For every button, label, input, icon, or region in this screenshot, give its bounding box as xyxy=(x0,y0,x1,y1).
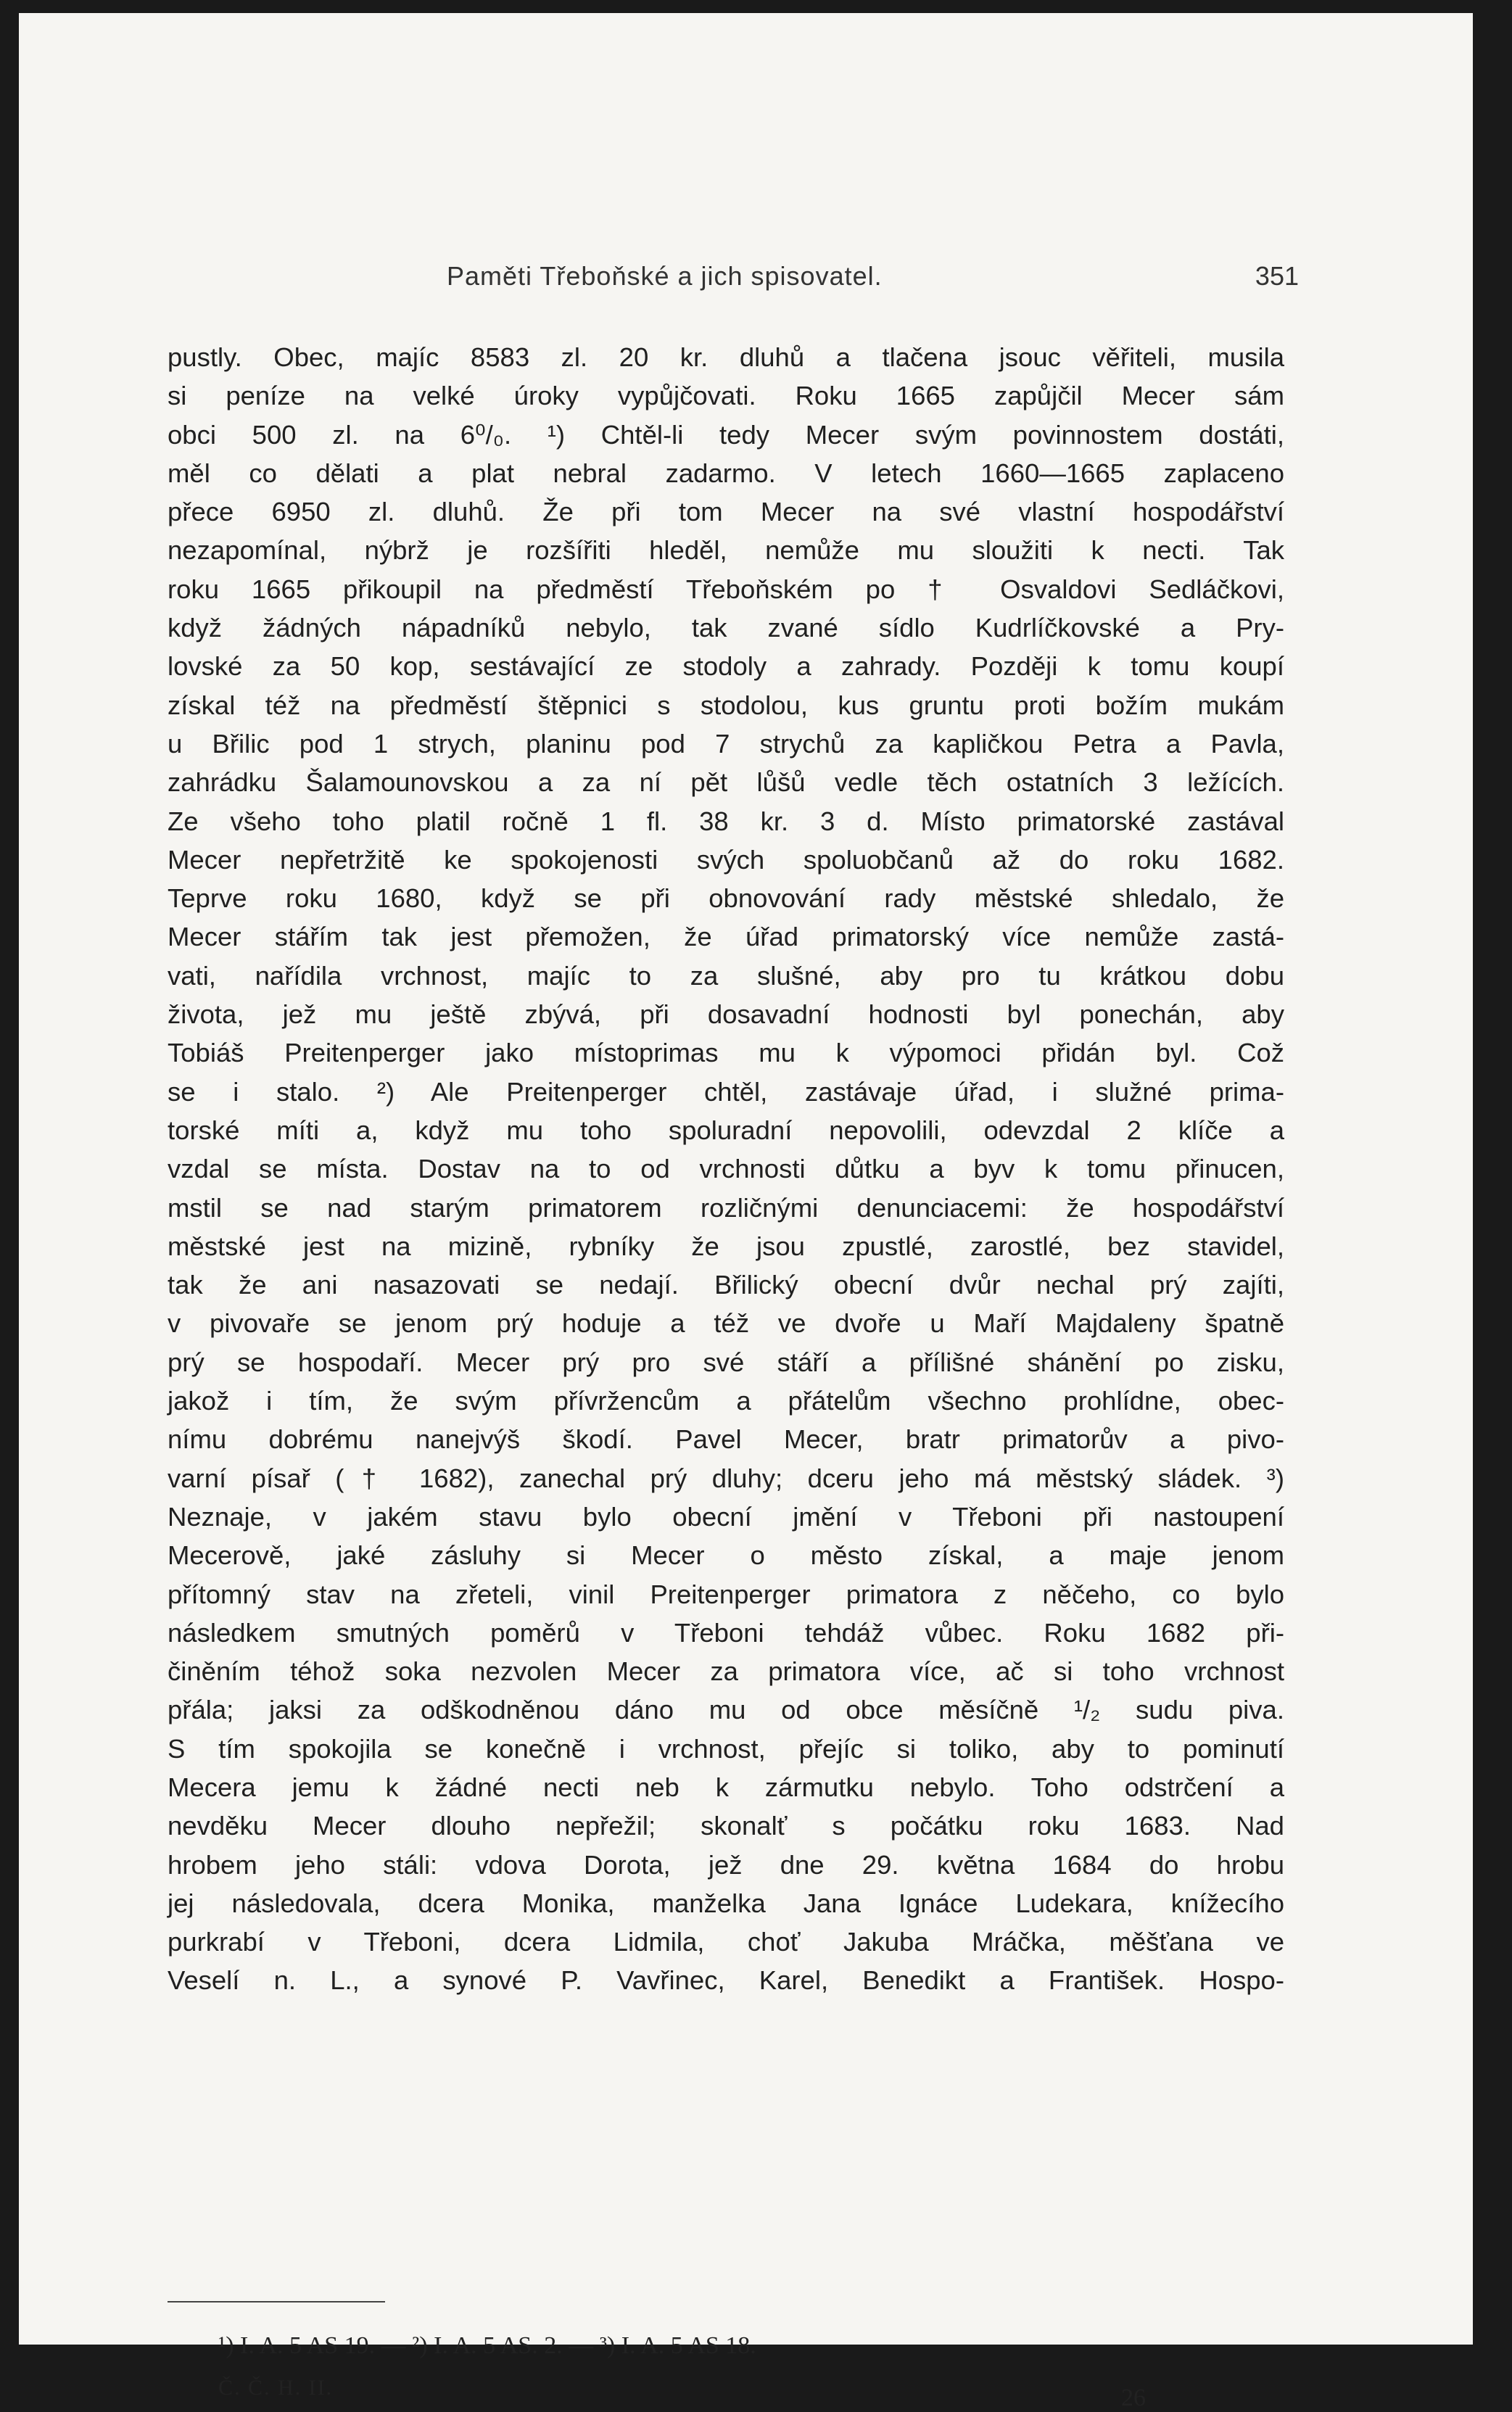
text-line: torské míti a, když mu toho spoluradní nepovolili, odevzdal 2 klíče a xyxy=(168,1115,1284,1145)
text-line: roku 1665 přikoupil na předměstí Třeboňském po † Osvaldovi Sedláčkovi, xyxy=(168,574,1284,604)
text-line: purkrabí v Třeboni, dcera Lidmila, choť Jakuba Mráčka, měšťana ve xyxy=(168,1927,1284,1957)
text-line: hrobem jeho stáli: vdova Dorota, jež dne 29. května 1684 do hrobu xyxy=(168,1849,1284,1880)
text-line: Mecer nepřetržitě ke spokojenosti svých spoluobčanů až do roku 1682. xyxy=(168,844,1284,875)
text-line: nímu dobrému nanejvýš škodí. Pavel Mecer, bratr primatorův a pivo- xyxy=(168,1424,1284,1455)
text-line: Mecera jemu k žádné necti neb k zármutku nebylo. Toho odstrčení a xyxy=(168,1772,1284,1802)
text-line: nevděku Mecer dlouho nepřežil; skonalť s počátku roku 1683. Nad xyxy=(168,1811,1284,1841)
text-line: jej následovala, dcera Monika, manželka Jana Ignáce Ludekara, knížecího xyxy=(168,1888,1284,1918)
text-line: Ze všeho toho platil ročně 1 fl. 38 kr. 3 d. Místo primatorské zastával xyxy=(168,806,1284,836)
text-line: v pivovaře se jenom prý hoduje a též ve dvoře u Maří Majdaleny špatně xyxy=(168,1308,1284,1339)
footnotes: ¹) I. A. 5 AS 19. — ²) I. A. 5 AS. 2. — ³) I. A. 5 AS 18. xyxy=(218,2332,756,2359)
text-line: mstil se nad starým primatorem rozličnými denunciacemi: že hospodářství xyxy=(168,1192,1284,1223)
text-line: jakož i tím, že svým přívržencům a přátelům všechno prohlídne, obec- xyxy=(168,1386,1284,1416)
text-line: měl co dělati a plat nebral zadarmo. V letech 1660—1665 zaplaceno xyxy=(168,458,1284,488)
text-line: Mecerově, jaké zásluhy si Mecer o město získal, a maje jenom xyxy=(168,1540,1284,1571)
text-line: obci 500 zl. na 6⁰/₀. ¹) Chtěl-li tedy Mecer svým povinnostem dostáti, xyxy=(168,419,1284,450)
text-line: tak že ani nasazovati se nedají. Břilický obecní dvůr nechal prý zajíti, xyxy=(168,1270,1284,1300)
text-line: Neznaje, v jakém stavu bylo obecní jmění v Třeboni při nastoupení xyxy=(168,1501,1284,1532)
text-line: si peníze na velké úroky vypůjčovati. Roku 1665 zapůjčil Mecer sám xyxy=(168,381,1284,411)
text-line: Mecer stářím tak jest přemožen, že úřad primatorský více nemůže zastá- xyxy=(168,922,1284,952)
text-line: prý se hospodaří. Mecer prý pro své stáří a přílišné shánění po zisku, xyxy=(168,1347,1284,1377)
text-line: Tobiáš Preitenperger jako místoprimas mu k výpomoci přidán byl. Což xyxy=(168,1038,1284,1068)
text-line: přítomný stav na zřeteli, vinil Preitenperger primatora z něčeho, co bylo xyxy=(168,1579,1284,1609)
printer-signature: Č. Č. H. II. xyxy=(218,2376,334,2400)
page-number: 351 xyxy=(1255,261,1299,291)
text-line: když žádných nápadníků nebylo, tak zvané sídlo Kudrlíčkovské a Pry- xyxy=(168,613,1284,643)
sheet-number: 26 xyxy=(1121,2384,1146,2411)
text-line: městské jest na mizině, rybníky že jsou zpustlé, zarostlé, bez stavidel, xyxy=(168,1231,1284,1261)
text-line: Veselí n. L., a synové P. Vavřinec, Karel, Benedikt a František. Hospo- xyxy=(168,1965,1284,1996)
body-text xyxy=(168,338,1284,2000)
text-line: činěním téhož soka nezvolen Mecer za primatora více, ač si toho vrchnost xyxy=(168,1656,1284,1687)
text-line: života, jež mu ještě zbývá, při dosavadní hodnosti byl ponechán, aby xyxy=(168,999,1284,1030)
footnote-divider xyxy=(168,2301,385,2302)
text-line: se i stalo. ²) Ale Preitenperger chtěl, zastávaje úřad, i služné prima- xyxy=(168,1076,1284,1107)
text-line: lovské za 50 kop, sestávající ze stodoly a zahrady. Později k tomu koupí xyxy=(168,651,1284,682)
text-line: přece 6950 zl. dluhů. Že při tom Mecer na své vlastní hospodářství xyxy=(168,497,1284,527)
text-line: nezapomínal, nýbrž je rozšířiti hleděl, nemůže mu sloužiti k necti. Tak xyxy=(168,535,1284,566)
text-line: získal též na předměstí štěpnici s stodolou, kus gruntu proti božím mukám xyxy=(168,690,1284,720)
text-line: Teprve roku 1680, když se při obnovování rady městské shledalo, že xyxy=(168,883,1284,914)
text-line: S tím spokojila se konečně i vrchnost, přejíc si toliko, aby to pominutí xyxy=(168,1733,1284,1764)
text-line: zahrádku Šalamounovskou a za ní pět lůšů vedle těch ostatních 3 ležících. xyxy=(168,767,1284,798)
text-line: u Břilic pod 1 strych, planinu pod 7 strychů za kapličkou Petra a Pavla, xyxy=(168,728,1284,759)
text-line: vzdal se místa. Dostav na to od vrchnosti důtku a byv k tomu přinucen, xyxy=(168,1154,1284,1184)
text-line: varní písař († 1682), zanechal prý dluhy; dceru jeho má městský sládek. ³) xyxy=(168,1463,1284,1493)
text-line: pustly. Obec, majíc 8583 zl. 20 kr. dluhů a tlačena jsouc věřiteli, musila xyxy=(168,342,1284,372)
running-title: Paměti Třeboňské a jich spisovatel. xyxy=(447,261,883,291)
text-line: přála; jaksi za odškodněnou dáno mu od obce měsíčně ¹/₂ sudu piva. xyxy=(168,1695,1284,1725)
text-line: vati, nařídila vrchnost, majíc to za slušné, aby pro tu krátkou dobu xyxy=(168,960,1284,991)
book-page xyxy=(19,13,1473,2411)
text-line: následkem smutných poměrů v Třeboni tehdáž vůbec. Roku 1682 při- xyxy=(168,1617,1284,1648)
